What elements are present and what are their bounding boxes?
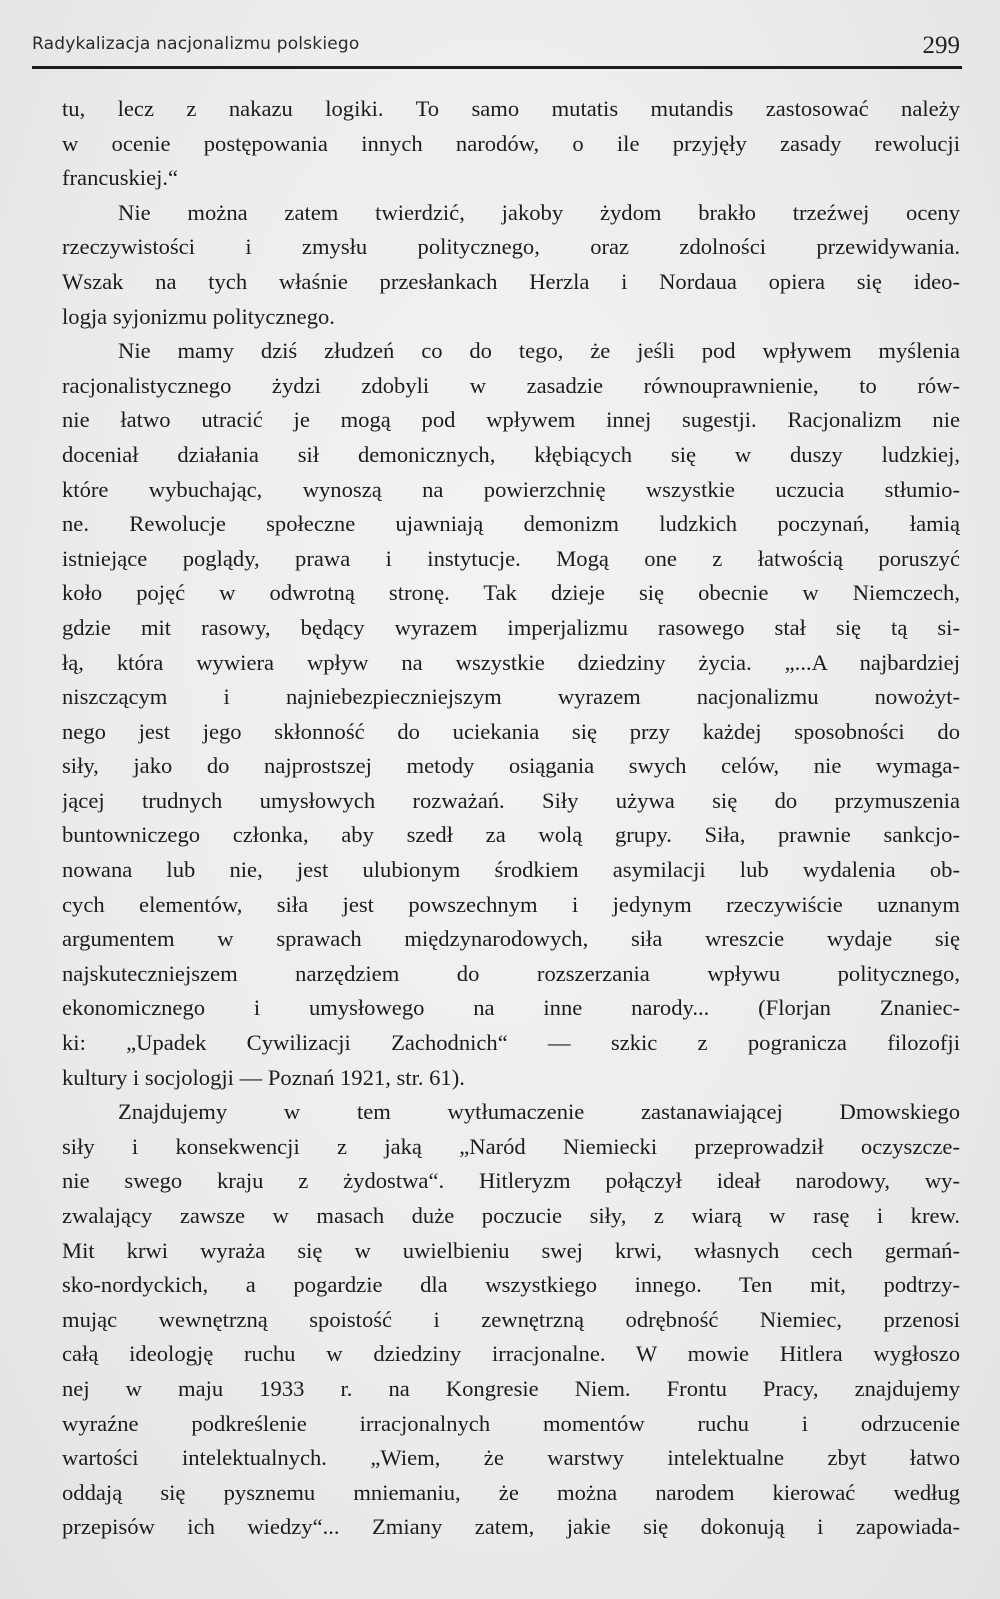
text-line: argumentem w sprawach międzynarodowych, siła wreszcie wydaje się — [62, 926, 960, 952]
text-line: mując wewnętrzną spoistość i zewnętrzną odrębność Niemiec, przenosi — [62, 1306, 960, 1332]
text-line: które wybuchając, wynoszą na powierzchnię wszystkie uczucia stłumio- — [62, 476, 960, 502]
text-line: nej w maju 1933 r. na Kongresie Niem. Frontu Pracy, znajdujemy — [62, 1375, 960, 1401]
text-line: gdzie mit rasowy, będący wyrazem imperjalizmu rasowego stał się tą si- — [62, 614, 960, 640]
paragraph-start-line: Znajdujemy w tem wytłumaczenie zastanawiającej Dmowskiego — [118, 1099, 960, 1125]
text-line: rzeczywistości i zmysłu politycznego, oraz zdolności przewidywania. — [62, 234, 960, 260]
text-line: tu, lecz z nakazu logiki. To samo mutatis mutandis zastosować należy — [62, 96, 960, 121]
text-line: sko-nordyckich, a pogardzie dla wszystkiego innego. Ten mit, podtrzy- — [62, 1272, 960, 1298]
text-line: kultury i socjologji — Poznań 1921, str. 61). — [62, 1064, 465, 1090]
text-line: cych elementów, siła jest powszechnym i jedynym rzeczywiście uznanym — [62, 891, 960, 917]
text-line: koło pojęć w odwrotną stronę. Tak dzieje się obecnie w Niemczech, — [62, 580, 960, 606]
text-line: łą, która wywiera wpływ na wszystkie dziedziny życia. „...A najbardziej — [62, 649, 960, 675]
text-line: racjonalistycznego żydzi zdobyli w zasadzie równouprawnienie, to rów- — [62, 372, 960, 398]
paragraph-start-line: Nie mamy dziś złudzeń co do tego, że jeśli pod wpływem myślenia — [118, 338, 960, 364]
running-title: Radykalizacja nacjonalizmu polskiego — [32, 34, 360, 54]
text-line: Wszak na tych właśnie przesłankach Herzla i Nordaua opiera się ideo- — [62, 268, 960, 294]
text-line: zwalający zawsze w masach duże poczucie siły, z wiarą w rasę i krew. — [62, 1203, 960, 1228]
page-header — [32, 24, 960, 66]
paragraph-start-line: Nie można zatem twierdzić, jakoby żydom brakło trzeźwej oceny — [118, 199, 960, 225]
text-line: francuskiej.“ — [62, 165, 179, 191]
text-line: nie łatwo utracić je mogą pod wpływem innej sugestji. Racjonalizm nie — [62, 407, 960, 433]
text-line: najskuteczniejszem narzędziem do rozszerzania wpływu politycznego, — [62, 960, 960, 986]
text-line: siły i konsekwencji z jaką „Naród Niemiecki przeprowadził oczyszcze- — [62, 1133, 960, 1159]
text-line: istniejące poglądy, prawa i instytucje. Mogą one z łatwością poruszyć — [62, 545, 960, 571]
text-line: nego jest jego skłonność do uciekania się przy każdej sposobności do — [62, 718, 960, 744]
text-line: logja syjonizmu politycznego. — [62, 303, 335, 329]
text-line: buntowniczego członka, aby szedł za wolą grupy. Siła, prawnie sankcjo- — [62, 822, 960, 848]
text-line: w ocenie postępowania innych narodów, o ile przyjęły zasady rewolucji — [62, 130, 960, 156]
text-line: oddają się pysznemu mniemaniu, że można narodem kierować według — [62, 1479, 960, 1505]
text-line: nowana lub nie, jest ulubionym środkiem asymilacji lub wydalenia ob- — [62, 857, 960, 883]
text-line: Mit krwi wyraża się w uwielbieniu swej krwi, własnych cech germań- — [62, 1237, 960, 1263]
text-line: przepisów ich wiedzy“... Zmiany zatem, jakie się dokonują i zapowiada- — [62, 1514, 960, 1540]
body-text — [62, 92, 960, 1545]
text-line: doceniał działania sił demonicznych, kłębiących się w duszy ludzkiej, — [62, 441, 960, 467]
text-line: niszczącym i najniebezpieczniejszym wyrazem nacjonalizmu nowożyt- — [62, 684, 960, 710]
text-line: nie swego kraju z żydostwa“. Hitleryzm połączył ideał narodowy, wy- — [62, 1168, 960, 1194]
text-line: siły, jako do najprostszej metody osiągania swych celów, nie wymaga- — [62, 753, 960, 779]
text-line: jącej trudnych umysłowych rozważań. Siły używa się do przymuszenia — [62, 787, 960, 813]
text-line: ekonomicznego i umysłowego na inne narody... (Florjan Znaniec- — [62, 995, 960, 1021]
text-line: ne. Rewolucje społeczne ujawniają demonizm ludzkich poczynań, łamią — [62, 511, 960, 537]
text-line: wyraźne podkreślenie irracjonalnych momentów ruchu i odrzucenie — [62, 1410, 960, 1436]
text-line: całą ideologję ruchu w dziedziny irracjonalne. W mowie Hitlera wygłoszo — [62, 1341, 960, 1367]
text-line: ki: „Upadek Cywilizacji Zachodnich“ — szkic z pogranicza filozofji — [62, 1030, 960, 1056]
page-number: 299 — [922, 32, 960, 59]
text-line: wartości intelektualnych. „Wiem, że warstwy intelektualne zbyt łatwo — [62, 1445, 960, 1471]
header-rule — [32, 66, 962, 69]
